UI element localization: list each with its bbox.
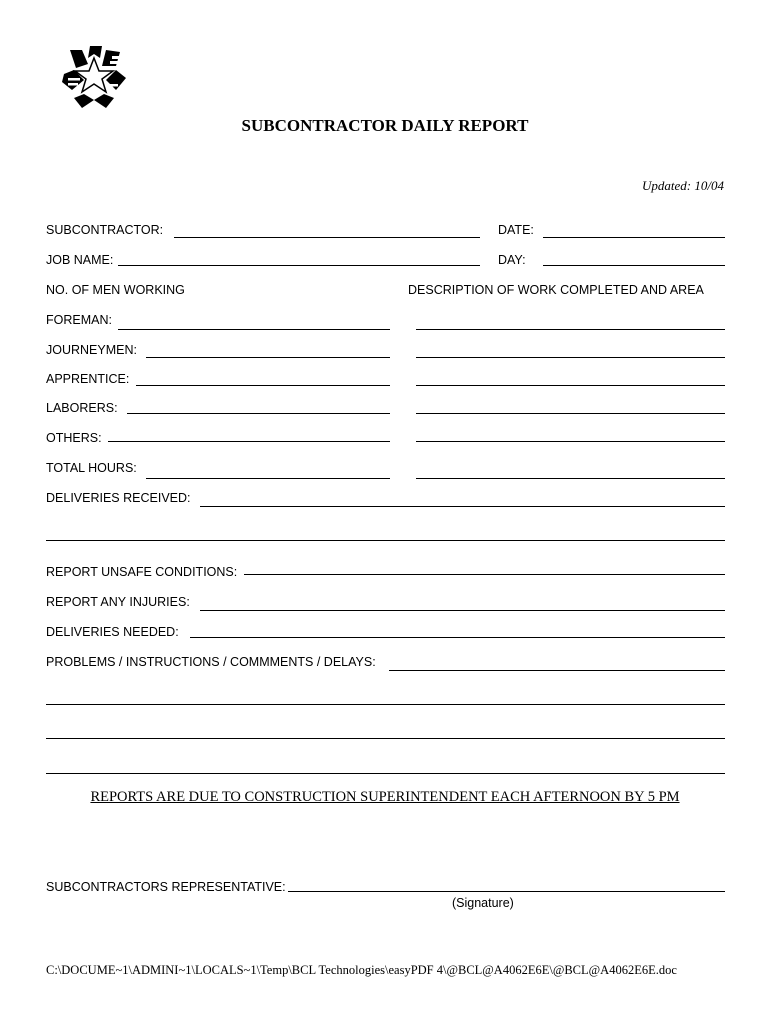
unsafe-conditions-field[interactable] <box>244 574 725 575</box>
problems-label: PROBLEMS / INSTRUCTIONS / COMMMENTS / DELAYS: <box>46 655 376 669</box>
description-line-3[interactable] <box>416 385 725 386</box>
men-working-heading: NO. OF MEN WORKING <box>46 283 185 297</box>
problems-line-2[interactable] <box>46 704 725 705</box>
representative-signature-field[interactable] <box>288 891 725 892</box>
others-field[interactable] <box>108 441 390 442</box>
apprentice-label: APPRENTICE: <box>46 372 130 386</box>
deliveries-needed-field[interactable] <box>190 637 725 638</box>
job-name-label: JOB NAME: <box>46 253 114 267</box>
file-path-footer: C:\DOCUME~1\ADMINI~1\LOCALS~1\Temp\BCL Technologies\easyPDF 4\@BCL@A4062E6E\@BCL@A4062E6E.doc <box>46 963 677 977</box>
unsafe-conditions-label: REPORT UNSAFE CONDITIONS: <box>46 565 238 579</box>
deliveries-needed-label: DELIVERIES NEEDED: <box>46 625 179 639</box>
due-notice: REPORTS ARE DUE TO CONSTRUCTION SUPERINTENDENT EACH AFTERNOON BY 5 PM <box>90 789 680 805</box>
date-field[interactable] <box>543 237 725 238</box>
problems-line-4[interactable] <box>46 773 725 774</box>
injuries-label: REPORT ANY INJURIES: <box>46 595 190 609</box>
injuries-field[interactable] <box>200 610 725 611</box>
laborers-label: LABORERS: <box>46 401 118 415</box>
laborers-field[interactable] <box>127 413 390 414</box>
deliveries-received-extra-line[interactable] <box>46 540 725 541</box>
description-heading: DESCRIPTION OF WORK COMPLETED AND AREA <box>408 283 704 297</box>
description-line-6[interactable] <box>416 478 725 479</box>
total-hours-field[interactable] <box>146 478 390 479</box>
apprentice-field[interactable] <box>136 385 390 386</box>
foreman-label: FOREMAN: <box>46 313 112 327</box>
problems-field[interactable] <box>389 670 725 671</box>
description-line-1[interactable] <box>416 329 725 330</box>
journeymen-label: JOURNEYMEN: <box>46 343 137 357</box>
job-name-field[interactable] <box>118 265 480 266</box>
representative-label: SUBCONTRACTORS REPRESENTATIVE: <box>46 880 286 894</box>
problems-line-3[interactable] <box>46 738 725 739</box>
updated-date: Updated: 10/04 <box>642 178 724 193</box>
deliveries-received-field[interactable] <box>200 506 725 507</box>
date-label: DATE: <box>498 223 534 237</box>
signature-caption: (Signature) <box>452 896 514 910</box>
deliveries-received-label: DELIVERIES RECEIVED: <box>46 491 191 505</box>
page-title: SUBCONTRACTOR DAILY REPORT <box>241 116 529 135</box>
description-line-2[interactable] <box>416 357 725 358</box>
description-line-5[interactable] <box>416 441 725 442</box>
description-line-4[interactable] <box>416 413 725 414</box>
subcontractor-label: SUBCONTRACTOR: <box>46 223 164 237</box>
subcontractor-field[interactable] <box>174 237 480 238</box>
day-label: DAY: <box>498 253 526 267</box>
journeymen-field[interactable] <box>146 357 390 358</box>
foreman-field[interactable] <box>118 329 390 330</box>
total-hours-label: TOTAL HOURS: <box>46 461 137 475</box>
day-field[interactable] <box>543 265 725 266</box>
star-logo-icon <box>60 44 128 110</box>
others-label: OTHERS: <box>46 431 102 445</box>
